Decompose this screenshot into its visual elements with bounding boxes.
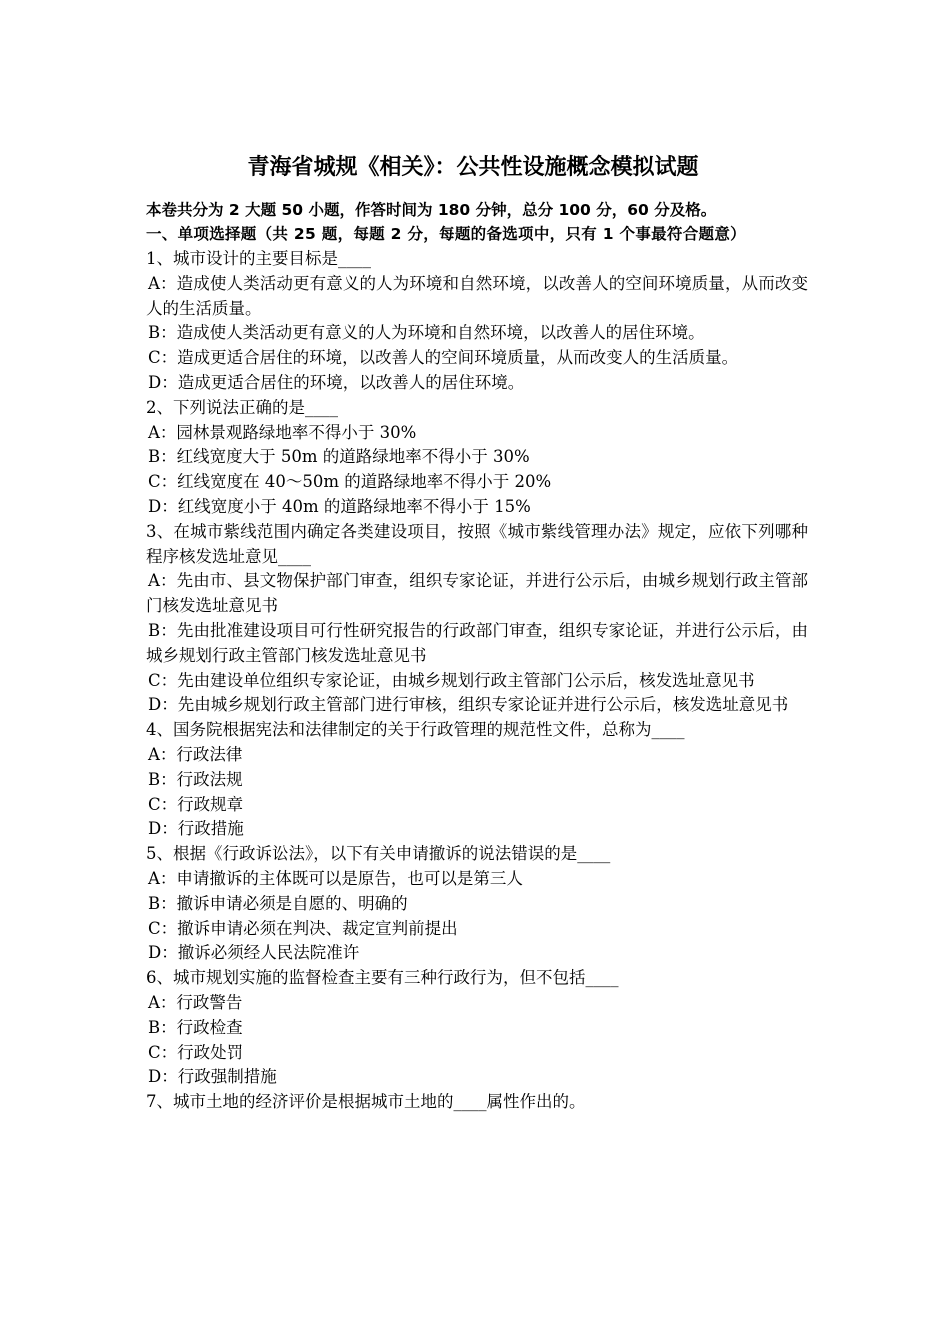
answer-option: C：行政规章 [148, 794, 244, 814]
question-1 [146, 247, 808, 396]
question-stem: 5、根据《行政诉讼法》，以下有关申请撤诉的说法错误的是____ [146, 844, 611, 864]
question-4 [146, 718, 808, 842]
question-stem: 6、城市规划实施的监督检查主要有三种行政行为，但不包括____ [146, 968, 619, 988]
answer-option: B：先由批准建设项目可行性研究报告的行政部门审查，组织专家论证，并进行公示后，由城乡规划行政主管部门核发选址意见书 [146, 620, 808, 665]
answer-option: A：申请撤诉的主体既可以是原告，也可以是第三人 [148, 868, 523, 888]
question-stem: 4、国务院根据宪法和法律制定的关于行政管理的规范性文件，总称为____ [146, 720, 685, 740]
question-2 [146, 396, 808, 520]
question-3 [146, 520, 808, 718]
answer-option: D：撤诉必须经人民法院准许 [148, 943, 360, 963]
answer-option: A：行政警告 [148, 992, 243, 1012]
answer-option: B：红线宽度大于 50m 的道路绿地率不得小于 30% [148, 447, 530, 467]
answer-option: B：行政检查 [148, 1017, 243, 1037]
exam-intro: 本卷共分为 2 大题 50 小题，作答时间为 180 分钟，总分 100 分，60 分及格。 [146, 201, 717, 219]
answer-option: C：撤诉申请必须在判决、裁定宣判前提出 [148, 918, 458, 938]
question-stem: 1、城市设计的主要目标是____ [146, 249, 371, 268]
document-title: 青海省城规《相关》：公共性设施概念模拟试题 [247, 155, 699, 180]
answer-option: D：先由城乡规划行政主管部门进行审核，组织专家论证并进行公示后，核发选址意见书 [148, 695, 789, 715]
answer-option: A：先由市、县文物保护部门审查，组织专家论证，并进行公示后，由城乡规划行政主管部门核发选址意见书 [146, 571, 808, 616]
answer-option: A：园林景观路绿地率不得小于 30% [148, 422, 417, 442]
answer-option: B：撤诉申请必须是自愿的、明确的 [148, 893, 408, 913]
answer-option: D：造成更适合居住的环境，以改善人的居住环境。 [148, 372, 525, 392]
question-stem: 3、在城市紫线范围内确定各类建设项目，按照《城市紫线管理办法》规定，应依下列哪种程序核发选址意见____ [146, 521, 808, 566]
question-7 [146, 1090, 808, 1115]
question-list [146, 247, 808, 1115]
answer-option: C：造成更适合居住的环境，以改善人的空间环境质量，从而改变人的生活质量。 [148, 348, 739, 368]
answer-option: D：行政强制措施 [148, 1067, 277, 1087]
answer-option: B：行政法规 [148, 769, 243, 789]
answer-option: C：红线宽度在 40～50m 的道路绿地率不得小于 20% [148, 472, 552, 492]
answer-option: C：行政处罚 [148, 1042, 244, 1062]
answer-option: C：先由建设单位组织专家论证，由城乡规划行政主管部门公示后，核发选址意见书 [148, 670, 755, 690]
exam-page [146, 150, 808, 1115]
answer-option: A：造成使人类活动更有意义的人为环境和自然环境，以改善人的空间环境质量，从而改变人的生活质量。 [146, 273, 808, 318]
question-6 [146, 966, 808, 1090]
answer-option: D：红线宽度小于 40m 的道路绿地率不得小于 15% [148, 496, 531, 516]
question-stem: 2、下列说法正确的是____ [146, 397, 338, 417]
answer-option: D：行政措施 [148, 819, 244, 839]
answer-option: A：行政法律 [148, 744, 243, 764]
section-heading: 一、单项选择题（共 25 题，每题 2 分，每题的备选项中，只有 1 个事最符合题意） [146, 225, 746, 243]
answer-option: B：造成使人类活动更有意义的人为环境和自然环境，以改善人的居住环境。 [148, 323, 705, 343]
question-stem: 7、城市土地的经济评价是根据城市土地的____属性作出的。 [146, 1092, 586, 1112]
question-5 [146, 842, 808, 966]
